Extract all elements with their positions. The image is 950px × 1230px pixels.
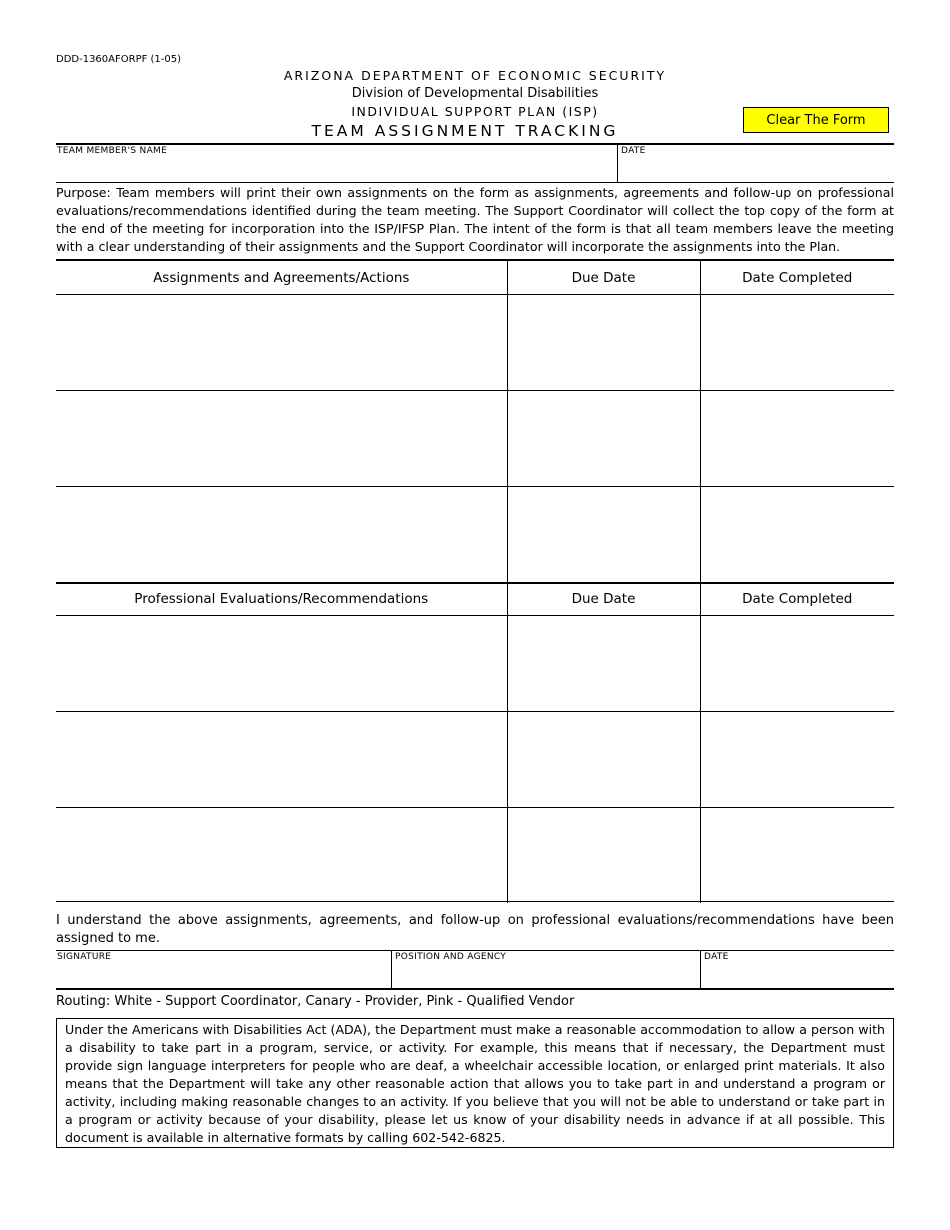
table-row [56,487,894,584]
table-row [56,616,894,712]
assignment-due-date-input[interactable] [508,391,700,486]
clear-form-button[interactable]: Clear The Form [743,107,889,133]
evaluations-header-row [56,582,894,616]
evaluation-date-completed-input[interactable] [701,616,895,711]
assignments-header-date-completed: Date Completed [700,261,894,295]
signature-top-rule [56,950,894,951]
evaluations-header-due-date: Due Date [507,582,700,616]
table-row [56,295,894,391]
top-divider [617,145,618,182]
signature-date-label: DATE [704,952,729,962]
signature-divider-1 [391,951,392,988]
ada-notice: Under the Americans with Disabilities Act (ADA), the Department must make a reasonable accommodation to allow a person with a disability to take part in a program, service, or activity. For example, this means that if necessary, the Department must provide sign language interpreters for people who are deaf, a wheelchair accessible location, or enlarged print materials. It also means that the Department will take any other reasonable action that allows you to take part in and understand a program or activity, including making reasonable changes to an activity. If you believe that you will not be able to understand or take part in a program or activity because of your disability, please let us know of your disability needs in advance if at all possible. This document is available in alternative formats by calling 602-542-6825. [56,1018,894,1148]
table-row [56,808,894,904]
signature-divider-2 [700,951,701,988]
agency-name: ARIZONA DEPARTMENT OF ECONOMIC SECURITY [283,68,667,83]
assignment-due-date-input[interactable] [508,487,700,582]
assignment-date-completed-input[interactable] [701,295,895,390]
assignment-date-completed-input[interactable] [701,487,895,582]
assignment-action-input[interactable] [56,295,507,390]
date-label: DATE [621,146,646,156]
position-agency-label: POSITION AND AGENCY [395,952,507,962]
date-input[interactable] [620,158,894,180]
assignments-header-actions: Assignments and Agreements/Actions [56,261,507,295]
acknowledgement-text: I understand the above assignments, agreements, and follow-up on professional evaluations/recommendations have been assigned to me. [56,913,894,946]
top-field-rule [56,182,894,183]
evaluation-due-date-input[interactable] [508,808,700,903]
assignment-action-input[interactable] [56,487,507,582]
signature-bottom-rule [56,988,894,990]
evaluation-recommendation-input[interactable] [56,712,507,807]
evaluations-header-recommendations: Professional Evaluations/Recommendations [56,582,507,616]
position-agency-input[interactable] [393,964,699,986]
plan-name: INDIVIDUAL SUPPORT PLAN (ISP) [351,104,599,119]
evaluation-recommendation-input[interactable] [56,808,507,903]
evaluation-due-date-input[interactable] [508,712,700,807]
evaluation-date-completed-input[interactable] [701,808,895,903]
routing-text: Routing: White - Support Coordinator, Canary - Provider, Pink - Qualified Vendor [56,994,575,1009]
top-rule [56,143,894,145]
assignment-date-completed-input[interactable] [701,391,895,486]
form-id: DDD-1360AFORPF (1-05) [56,54,182,65]
division-name: Division of Developmental Disabilities [351,86,599,101]
signature-label: SIGNATURE [57,952,112,962]
evaluations-header-date-completed: Date Completed [700,582,894,616]
table-row [56,712,894,808]
signature-input[interactable] [56,964,390,986]
signature-date-input[interactable] [702,964,894,986]
assignment-due-date-input[interactable] [508,295,700,390]
evaluations-table [56,582,894,903]
assignment-action-input[interactable] [56,391,507,486]
evaluation-date-completed-input[interactable] [701,712,895,807]
assignments-table [56,261,894,584]
table-row [56,391,894,487]
team-member-name-input[interactable] [56,158,616,180]
purpose-text: Purpose: Team members will print their own assignments on the form as assignments, agreements and follow-up on professional evaluations/recommendations identified during the team meeting. The Support Coordinator will collect the top copy of the form at the end of the meeting for incorporation into the ISP/IFSP Plan. The intent of the form is that all team members leave the meeting with a clear understanding of their assignments and the Support Coordinator will incorporate the assignments into the Plan. [56,185,894,254]
evaluation-recommendation-input[interactable] [56,616,507,711]
assignments-header-due-date: Due Date [507,261,700,295]
evaluation-due-date-input[interactable] [508,616,700,711]
team-member-name-label: TEAM MEMBER'S NAME [57,146,168,156]
assignments-header-row [56,261,894,295]
evaluations-bottom-rule [56,901,894,902]
form-title: TEAM ASSIGNMENT TRACKING [311,122,619,140]
